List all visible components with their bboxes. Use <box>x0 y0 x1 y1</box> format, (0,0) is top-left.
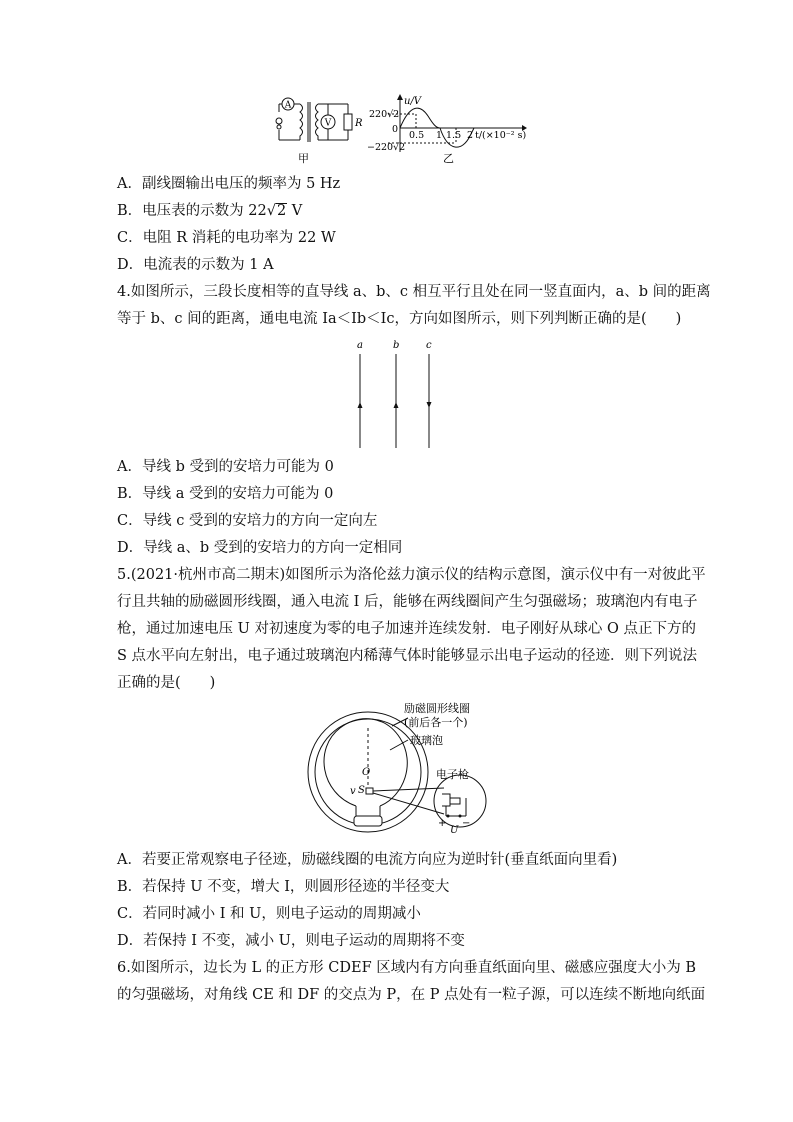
label-yi: 乙 <box>443 152 454 165</box>
coil-label-1: 励磁圆形线圈 <box>404 702 470 715</box>
q5-stem-line5: 正确的是( ) <box>117 675 216 691</box>
point-S: S <box>358 785 365 796</box>
bulb-base <box>354 816 382 826</box>
q4-option-d: D．导线 a、b 受到的安培力的方向一定相同 <box>117 540 403 556</box>
y-min-label: −220√2 <box>367 142 406 153</box>
q5-option-a: A．若要正常观察电子径迹，励磁线圈的电流方向应为逆时针(垂直纸面向里看) <box>117 852 618 868</box>
voltmeter-label: V <box>324 118 332 129</box>
q3-option-b <box>117 201 302 221</box>
q3-option-b-prefix: B．电压表的示数为 22 <box>117 203 267 219</box>
q4-option-c: C．导线 c 受到的安培力的方向一定向左 <box>117 513 378 529</box>
figure-lorentz-apparatus <box>300 698 510 838</box>
gun-minus: − <box>462 818 471 829</box>
gun-U: U <box>450 825 459 836</box>
y-max-label: 220√2 <box>369 109 400 120</box>
q5-option-c: C．若同时减小 I 和 U，则电子运动的周期减小 <box>117 906 421 922</box>
x-tick-0.5: 0.5 <box>409 130 425 141</box>
q3-option-b-suffix: V <box>287 203 303 219</box>
q4-stem-line2: 等于 b、c 间的距离，通电电流 Ia＜Ib＜Ic，方向如图所示，则下列判断正确的是( ) <box>117 311 682 327</box>
arrow-down-c <box>427 402 432 408</box>
x-tick-2: 2 <box>467 130 474 141</box>
y-axis-label: u/V <box>404 96 422 107</box>
wire-label-b: b <box>393 340 400 351</box>
q6-stem-line1: 6.如图所示，边长为 L 的正方形 CDEF 区域内有方向垂直纸面向里、磁感应强度大小为 B <box>117 960 697 976</box>
q5-option-b: B．若保持 U 不变，增大 I，则圆形径迹的半径变大 <box>117 879 450 895</box>
q3-option-b-radicand: 2 <box>276 203 287 219</box>
q6-stem-line2: 的匀强磁场，对角线 CE 和 DF 的交点为 P，在 P 点处有一粒子源，可以连续不断地向纸面 <box>117 987 706 1003</box>
q3-option-c: C．电阻 R 消耗的电功率为 22 W <box>117 230 336 246</box>
label-jia: 甲 <box>298 152 309 165</box>
bulb-label: 玻璃泡 <box>410 734 443 747</box>
velocity-v: v <box>350 786 356 797</box>
q3-option-d: D．电流表的示数为 1 A <box>117 257 274 273</box>
gun-plus: + <box>438 818 447 829</box>
q5-stem-line4: S 点水平向左射出，电子通过玻璃泡内稀薄气体时能够显示出电子运动的径迹．则下列说法 <box>117 648 698 664</box>
resistor-label: R <box>355 118 363 129</box>
x-axis-label: t/(×10⁻² s) <box>475 130 527 141</box>
arrow-up-b <box>394 402 399 408</box>
center-O: O <box>362 767 371 778</box>
gun-small <box>366 788 373 794</box>
q5-option-d: D．若保持 I 不变，减小 U，则电子运动的周期将不变 <box>117 933 465 949</box>
q5-stem-line2: 行且共轴的励磁圆形线圈，通入电流 I 后，能够在两线圈间产生匀强磁场；玻璃泡内有电子 <box>117 594 698 610</box>
q4-option-a: A．导线 b 受到的安培力可能为 0 <box>117 459 334 475</box>
wire-label-a: a <box>357 340 363 351</box>
figure-transformer-and-graph <box>270 92 530 170</box>
gun-label: 电子枪 <box>436 768 469 781</box>
q3-option-a: A．副线圈输出电压的频率为 5 Hz <box>117 176 341 192</box>
arrow-up-a <box>358 402 363 408</box>
q4-option-b: B．导线 a 受到的安培力可能为 0 <box>117 486 334 502</box>
q4-stem-line1: 4.如图所示，三段长度相等的直导线 a、b、c 相互平行且处在同一竖直面内，a、b 间的距离 <box>117 284 711 300</box>
x-tick-1: 1 <box>436 130 443 141</box>
x-tick-1.5: 1.5 <box>446 130 462 141</box>
ammeter-label: A <box>284 100 292 111</box>
origin-label: 0 <box>392 124 399 135</box>
figure-three-wires <box>340 336 450 452</box>
sqrt-sign: √ <box>266 203 276 219</box>
coil-label-2: (前后各一个) <box>404 716 468 729</box>
q5-stem-line3: 枪，通过加速电压 U 对初速度为零的电子加速并连续发射．电子刚好从球心 O 点正下方的 <box>117 621 697 637</box>
bulb-neck <box>356 806 380 816</box>
wire-label-c: c <box>426 340 432 351</box>
q5-stem-line1: 5.(2021·杭州市高二期末)如图所示为洛伦兹力演示仪的结构示意图，演示仪中有一对彼此平 <box>117 567 706 583</box>
